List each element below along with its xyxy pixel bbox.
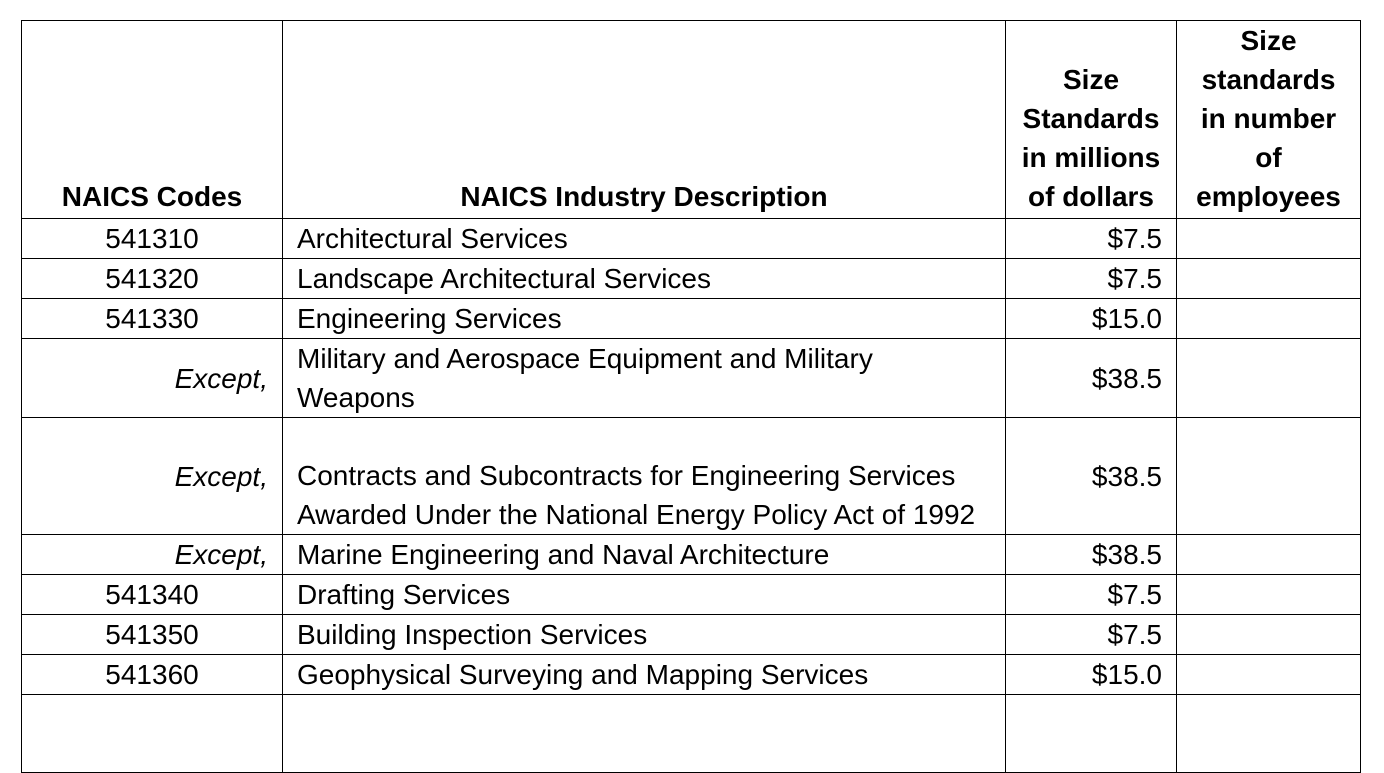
- description-cell: Landscape Architectural Services: [283, 259, 1006, 299]
- except-label-cell: Except,: [22, 535, 283, 575]
- table-row: [22, 655, 1361, 695]
- size-employees-header: Size standards in number of employees: [1177, 21, 1361, 219]
- naics-code-cell: 541350: [22, 615, 283, 655]
- dollars-cell: $7.5: [1006, 615, 1177, 655]
- naics-code-cell: 541330: [22, 299, 283, 339]
- employees-cell: [1177, 259, 1361, 299]
- dollars-cell: $38.5: [1006, 418, 1177, 535]
- naics-code-cell: [22, 695, 283, 773]
- description-cell: [283, 695, 1006, 773]
- dollars-cell: $7.5: [1006, 259, 1177, 299]
- naics-code-cell: 541360: [22, 655, 283, 695]
- table-row: [22, 615, 1361, 655]
- employees-cell: [1177, 655, 1361, 695]
- table-row: [22, 575, 1361, 615]
- size-standards-table: [21, 20, 1361, 773]
- dollars-cell: $15.0: [1006, 299, 1177, 339]
- description-cell: Contracts and Subcontracts for Engineering Services Awarded Under the National Energy Policy Act of 1992: [283, 418, 1006, 535]
- except-label-cell: Except,: [22, 339, 283, 418]
- table-row: [22, 219, 1361, 259]
- dollars-cell: $38.5: [1006, 535, 1177, 575]
- description-cell: Drafting Services: [283, 575, 1006, 615]
- naics-code-cell: 541340: [22, 575, 283, 615]
- description-cell: Building Inspection Services: [283, 615, 1006, 655]
- table-row: [22, 339, 1361, 418]
- description-cell: Military and Aerospace Equipment and Military Weapons: [283, 339, 1006, 418]
- naics-code-cell: 541310: [22, 219, 283, 259]
- employees-cell: [1177, 219, 1361, 259]
- employees-cell: [1177, 575, 1361, 615]
- dollars-cell: $7.5: [1006, 575, 1177, 615]
- industry-description-header: NAICS Industry Description: [283, 21, 1006, 219]
- employees-cell: [1177, 418, 1361, 535]
- table-row: [22, 418, 1361, 535]
- naics-codes-header: NAICS Codes: [22, 21, 283, 219]
- employees-cell: [1177, 299, 1361, 339]
- employees-cell: [1177, 695, 1361, 773]
- dollars-cell: $38.5: [1006, 339, 1177, 418]
- description-cell: Engineering Services: [283, 299, 1006, 339]
- table-header-row: [22, 21, 1361, 219]
- table-row-partial: [22, 695, 1361, 773]
- table-row: [22, 535, 1361, 575]
- dollars-cell: $15.0: [1006, 655, 1177, 695]
- employees-cell: [1177, 339, 1361, 418]
- employees-cell: [1177, 615, 1361, 655]
- except-label-cell: Except,: [22, 418, 283, 535]
- table-row: [22, 259, 1361, 299]
- description-cell: Geophysical Surveying and Mapping Services: [283, 655, 1006, 695]
- dollars-cell: [1006, 695, 1177, 773]
- table-row: [22, 299, 1361, 339]
- description-cell: Architectural Services: [283, 219, 1006, 259]
- dollars-cell: $7.5: [1006, 219, 1177, 259]
- size-dollars-header: Size Standards in millions of dollars: [1006, 21, 1177, 219]
- description-cell: Marine Engineering and Naval Architecture: [283, 535, 1006, 575]
- employees-cell: [1177, 535, 1361, 575]
- naics-code-cell: 541320: [22, 259, 283, 299]
